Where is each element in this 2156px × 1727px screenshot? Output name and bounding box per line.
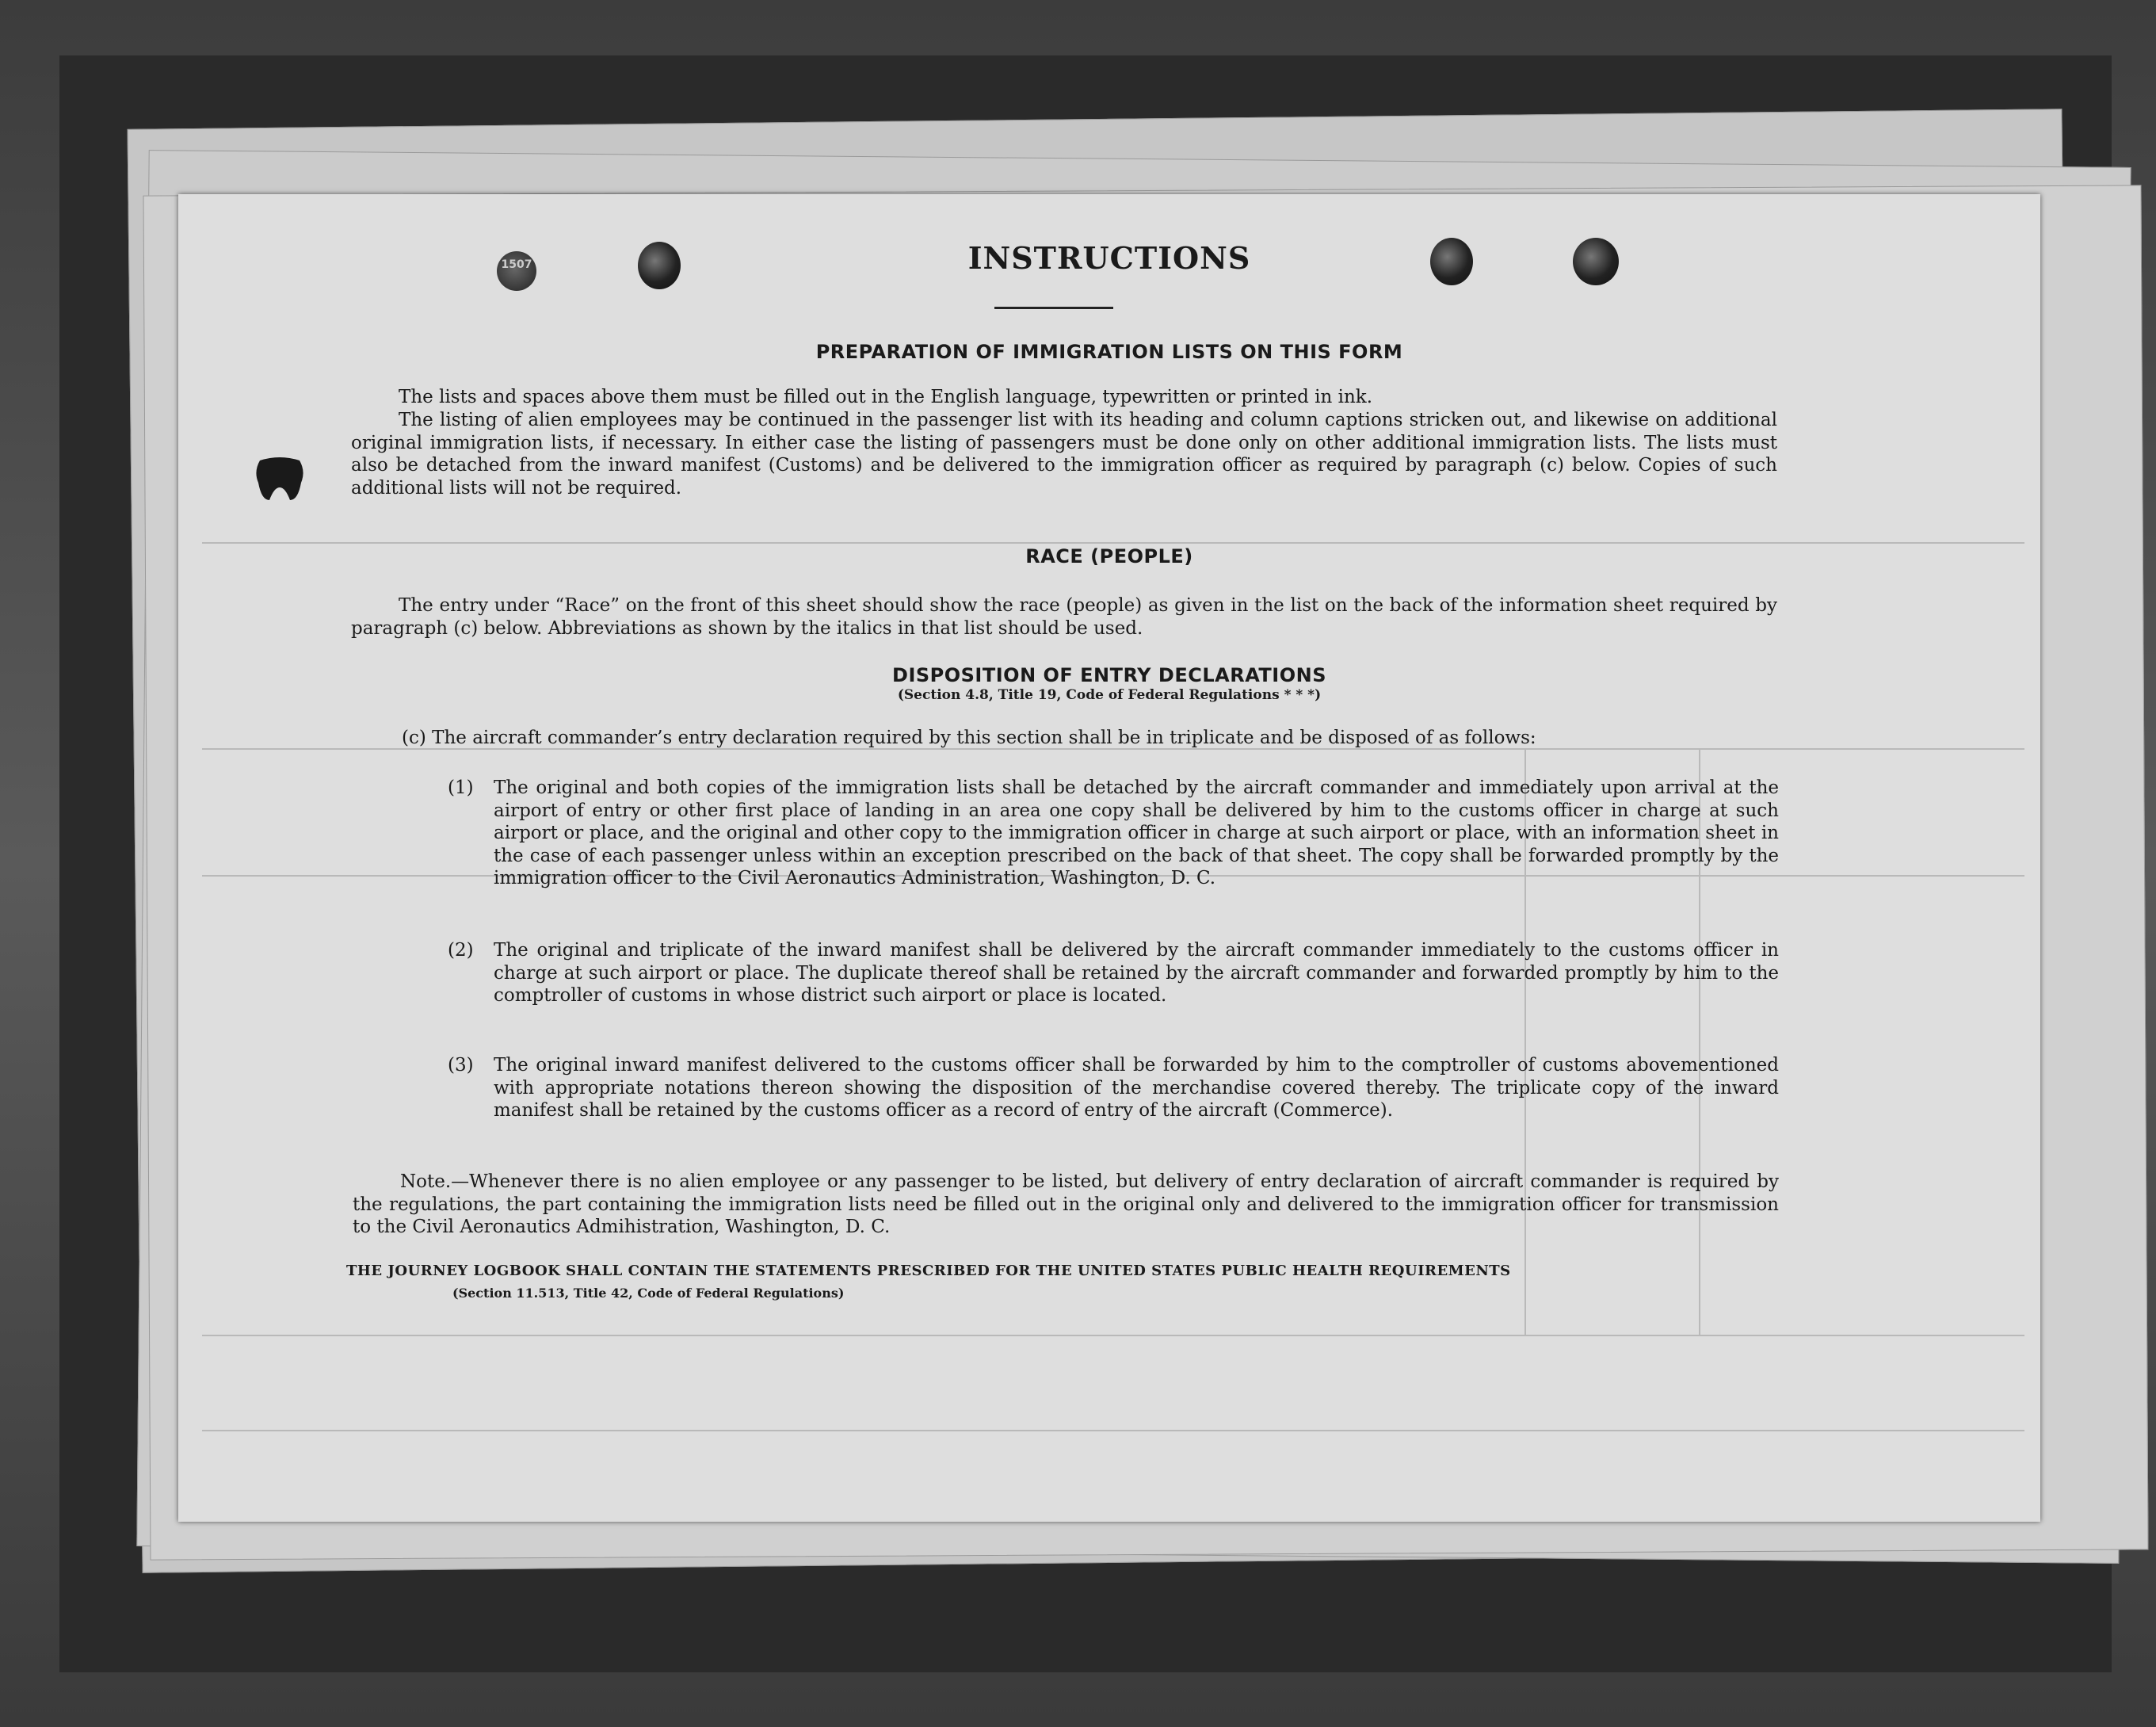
note-paragraph: Note.—Whenever there is no alien employee or any passenger to be listed, but delivery of entry declaration of aircraft commander is required by the regulations, the part containing the immigration lists need be filled out in the original only and delivered to the immigration officer for transmission to the Civil Aeronautics Admihistration, Washington, D. C.	[353, 1171, 1779, 1237]
list-item-number: (3)	[448, 1055, 474, 1076]
ink-blot-icon	[254, 456, 306, 503]
list-item	[448, 939, 1779, 1007]
section-citation: (Section 4.8, Title 19, Code of Federal Regulations * * *)	[897, 687, 1322, 703]
paragraph: The lists and spaces above them must be filled out in the English language, typewritten or printed in ink.	[399, 387, 1373, 407]
paragraph-c: (c) The aircraft commander’s entry declaration required by this section shall be in triplicate and be disposed of as follows:	[402, 728, 1536, 748]
title-underline	[994, 307, 1113, 309]
page-title: INSTRUCTIONS	[967, 240, 1251, 276]
logbook-requirement: THE JOURNEY LOGBOOK SHALL CONTAIN THE STATEMENTS PRESCRIBED FOR THE UNITED STATES PUBLIC HEALTH REQUIREMENTS	[346, 1263, 1511, 1279]
list-item	[448, 777, 1779, 890]
list-item-number: (2)	[448, 940, 474, 961]
list-item-text: The original and both copies of the immigration lists shall be detached by the aircraft commander and immediately upon arrival at the airport of entry or other first place of landing in an area one copy shall be delivered by him to the customs officer in charge at such airport or place, and the original and other copy to the immigration officer in charge at such airport or place, with an information sheet in the case of each passenger unless within an exception prescribed on the back of that sheet. The copy shall be forwarded promptly by the immigration officer to the Civil Aeronautics Administration, Washington, D. C.	[494, 778, 1779, 888]
paragraph: The entry under “Race” on the front of this sheet should show the race (people) as given in the list on the back of the information sheet required by paragraph (c) below. Abbreviations as shown by the italics in that list should be used.	[351, 595, 1777, 639]
list-item	[448, 1054, 1779, 1122]
logbook-citation: (Section 11.513, Title 42, Code of Federal Regulations)	[452, 1286, 845, 1301]
paragraph: The listing of alien employees may be continued in the passenger list with its heading and column captions stricken out, and likewise on additional original immigration lists, if necessary. In either case the listing of passengers must be done only on other additional immigration lists. The lists must also be detached from the inward manifest (Customs) and be delivered to the immigration officer as required by paragraph (c) below. Copies of such additional lists will not be required.	[351, 410, 1777, 499]
section-heading-preparation: PREPARATION OF IMMIGRATION LISTS ON THIS FORM	[815, 341, 1403, 363]
list-item-text: The original and triplicate of the inward manifest shall be delivered by the aircraft commander immediately to the customs officer in charge at such airport or place. The duplicate thereof shall be retained by the aircraft commander and forwarded promptly by him to the comptroller of customs in whose district such airport or place is located.	[494, 940, 1779, 1006]
list-item-text: The original inward manifest delivered to the customs officer shall be forwarded by him to the comptroller of customs abovementioned with appropriate notations thereon showing the disposition of the merchandise covered thereby. The triplicate copy of the inward manifest shall be retained by the customs officer as a record of entry of the aircraft (Commerce).	[494, 1055, 1779, 1121]
section-heading-disposition: DISPOSITION OF ENTRY DECLARATIONS	[892, 664, 1326, 686]
instructions-page	[178, 194, 2040, 1522]
stamp-number: 1507	[497, 251, 536, 291]
section-heading-race: RACE (PEOPLE)	[1025, 545, 1193, 567]
list-item-number: (1)	[448, 778, 474, 798]
